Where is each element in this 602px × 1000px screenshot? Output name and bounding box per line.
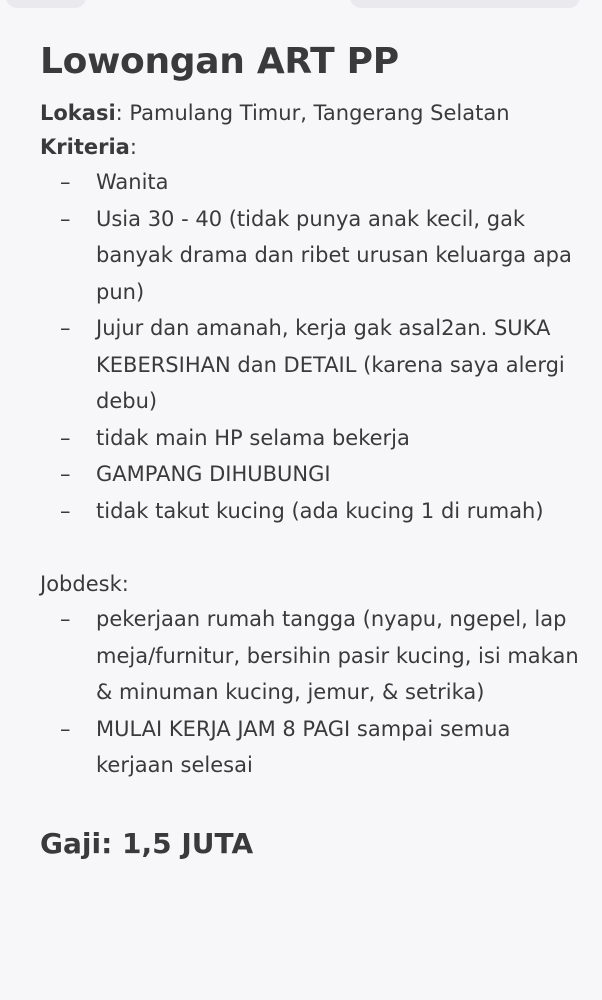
section-spacer <box>40 529 585 567</box>
jobdesk-list <box>40 601 585 784</box>
list-item: – Wanita <box>40 164 585 201</box>
list-item: – Usia 30 - 40 (tidak punya anak kecil, gak banyak drama dan ribet urusan keluarga apa pun) <box>40 201 585 311</box>
top-bar-shape <box>350 0 580 8</box>
job-post <box>40 36 585 864</box>
gaji-line: Gaji: 1,5 JUTA <box>40 826 254 860</box>
lokasi-label: Lokasi <box>40 101 116 125</box>
jobdesk-heading: Jobdesk: <box>40 572 129 596</box>
lokasi-line <box>40 96 585 130</box>
list-item: – pekerjaan rumah tangga (nyapu, ngepel, lap meja/furnitur, bersihin pasir kucing, isi makan & minuman kucing, jemur, & setrika) <box>40 601 585 711</box>
top-bar-shape <box>6 0 86 8</box>
kriteria-separator: : <box>129 135 137 159</box>
kriteria-label: Kriteria <box>40 135 130 159</box>
lokasi-separator: : <box>115 101 123 125</box>
list-item: – tidak main HP selama bekerja <box>40 420 585 457</box>
list-item: – tidak takut kucing (ada kucing 1 di rumah) <box>40 493 585 530</box>
page-title: Lowongan ART PP <box>40 41 399 82</box>
list-item: – MULAI KERJA JAM 8 PAGI sampai semua kerjaan selesai <box>40 711 585 784</box>
section-spacer <box>40 784 585 824</box>
list-item: – Jujur dan amanah, kerja gak asal2an. SUKA KEBERSIHAN dan DETAIL (karena saya alergi debu) <box>40 310 585 420</box>
list-item: – GAMPANG DIHUBUNGI <box>40 456 585 493</box>
lokasi-value: Pamulang Timur, Tangerang Selatan <box>122 101 510 125</box>
kriteria-list <box>40 164 585 529</box>
kriteria-heading <box>40 130 585 164</box>
